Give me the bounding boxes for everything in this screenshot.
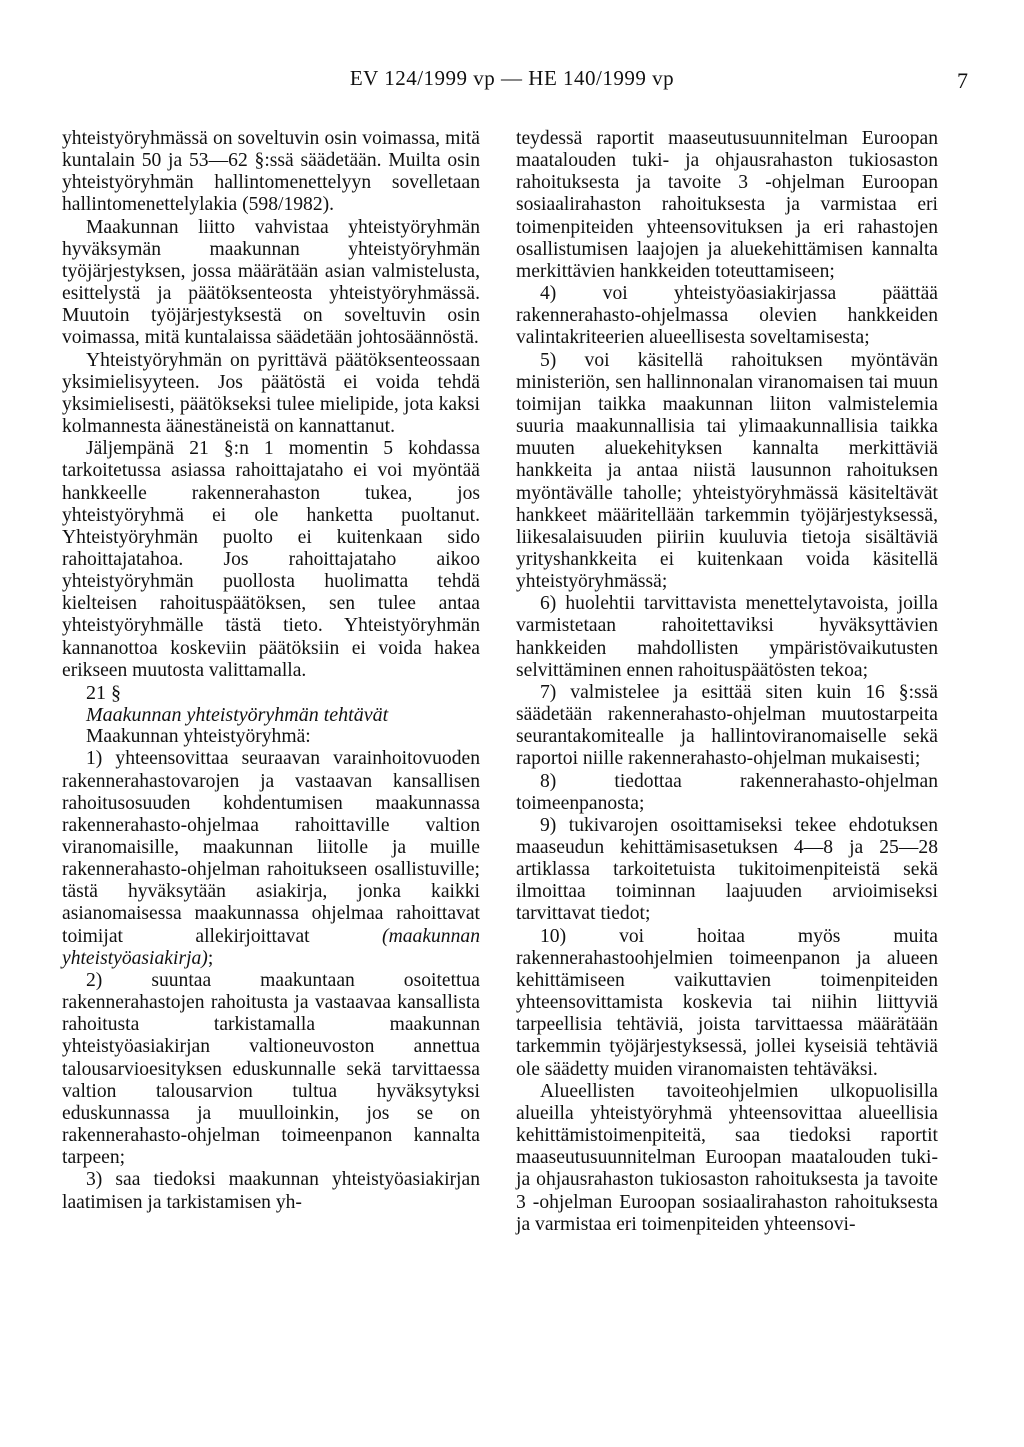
list-item-4: 4) voi yhteistyöasiakirjassa päättää rakennerahasto-ohjelmassa olevien hankkeiden valintakriteerien alueellisesta soveltamisesta; [516, 283, 938, 349]
paragraph-funding-approval: Jäljempänä 21 §:n 1 momentin 5 kohdassa tarkoitetussa asiassa rahoittajataho ei voi myöntää hankkeelle rakennerahaston tukea, jos yhteistyöryhmä ei ole hanketta puoltanut. Yhteistyöryhmän puolto ei kuitenkaan sido rahoittajatahoa. Jos rahoittajataho aikoo yhteistyöryhmän puollosta huolimatta tehdä kielteisen rahoituspäätöksen, sen tulee antaa yhteistyöryhmälle tästä tieto. Yhteistyöryhmän kannanottoa koskeviin päätöksiin ei voida hakea erikseen muutosta valittamalla. [62, 438, 480, 681]
section-title: Maakunnan yhteistyöryhmän tehtävät [86, 704, 389, 727]
list-item-9: 9) tukivarojen osoittamiseksi tekee ehdotuksen maaseudun kehittämisasetuksen 4—8 ja 25—28 artiklassa tarkoitetuista tukitoimenpiteistä sekä ilmoittaa toiminnan laajuuden arvioimiseksi tarvittavat tiedot; [516, 814, 938, 925]
right-column [516, 128, 938, 1236]
list-item-3-continued: teydessä raportit maaseutusuunnitelman Euroopan maatalouden tuki- ja ohjausrahaston tukiosaston rahoituksesta ja tavoite 3 -ohjelman Euroopan sosiaalirahaston rahoituksesta ja varmistaa eri toimenpiteiden yhteensovituksen ja eri rahastojen osallistumisen laajojen ja aluekehittämisen kannalta merkittävien hankkeiden toteuttamiseen; [516, 128, 938, 282]
list-item-1-term: (maakunnan yhteistyöasiakirja) [62, 925, 480, 969]
list-item-1-end: ; [207, 947, 214, 969]
paragraph-decision-making: Yhteistyöryhmän on pyrittävä päätöksenteossaan yksimielisyyteen. Jos päätöstä ei voida tehdä yksimielisesti, päätökseksi tulee mielipide, jota kaksi kolmannesta äänestäneistä on kannattanut. [62, 349, 480, 438]
list-item-1 [62, 748, 480, 970]
list-item-2: 2) suuntaa maakuntaan osoitettua rakennerahastojen rahoitusta ja vastaavaa kansallista rahoitusta tarkistamalla maakunnan yhteistyöasiakirjan valtioneuvoston annettua talousarvioesityksen eduskunnalle sekä tarvittaessa valtion talousarvion tultua hyväksytyksi eduskunnassa ja muulloinkin, jos se on rakennerahasto-ohjelman toimeenpanon kannalta tarpeen; [62, 969, 480, 1169]
list-item-5: 5) voi käsitellä rahoituksen myöntävän ministeriön, sen hallinnonalan viranomaisen tai muun toimijan taikka maakunnan liiton valmistelemia suuria maakunnallisia tai ylimaakunnallisia taikka muuten aluekehityksen kannalta merkittäviä hankkeita ja antaa niistä lausunnon rahoituksen myöntävälle taholle; yhteistyöryhmässä käsiteltävät hankkeet määritellään tarkemmin työjärjestyksessä, liikesalaisuuden piiriin kuuluvia tietoja sisältäviä yrityshankkeita ei kuitenkaan voida käsitellä yhteistyöryhmässä; [516, 349, 938, 593]
running-title: EV 124/1999 vp — HE 140/1999 vp [349, 66, 675, 90]
list-item-10: 10) voi hoitaa myös muita rakennerahastoohjelmien toimeenpanon ja alueen kehittämiseen vaikuttavien toimenpiteiden yhteensovittamista koskevia tai niihin liittyviä tarpeellisia tehtäviä, joista tarvittaessa määrätään tarkemmin työjärjestyksessä, jollei kyseisiä tehtäviä ole säädetty muiden viranomaisten tehtäväksi. [516, 925, 938, 1080]
section-number: 21 § [86, 681, 121, 704]
page-number: 7 [957, 68, 968, 93]
list-item-1-text: 1) yhteensovittaa seuraavan varainhoitovuoden rakennerahastovarojen ja vastaavan kansallisen rahoitusosuuden kohdentumisen maakunnassa rakennerahasto-ohjelmaa rahoittaville valtion viranomaisille, maakunnan liitolle ja muille rakennerahasto-ohjelman rahoitukseen osallistuville; tästä hyväksytään asiakirja, jonka kaikki asianomaisessa maakunnassa ohjelmaa rahoittavat toimijat allekirjoittavat [62, 748, 480, 947]
list-item-6: 6) huolehtii tarvittavista menettelytavoista, joilla varmistetaan rahoitettaviksi hyväksyttävien hankkeiden mahdollisten ympäristövaikutusten selvittäminen ennen rahoituspäätösten tekoa; [516, 593, 938, 681]
paragraph-outside-regions: Alueellisten tavoiteohjelmien ulkopuolisilla alueilla yhteistyöryhmä yhteensovittaa alueellisia kehittämistoimenpiteitä, saa tiedoksi raportit maaseutusuunnitelman Euroopan maatalouden tuki- ja ohjausrahaston tukiosaston rahoituksesta ja tavoite 3 -ohjelman Euroopan sosiaalirahaston rahoituksesta ja varmistaa eri toimenpiteiden yhteensovi- [516, 1080, 938, 1235]
list-item-8: 8) tiedottaa rakennerahasto-ohjelman toimeenpanosta; [516, 770, 938, 814]
list-item-7: 7) valmistelee ja esittää siten kuin 16 §:ssä säädetään rakennerahasto-ohjelman muutostarpeita seurantakomitealle ja hallintoviranomaiselle sekä raportoi niille rakennerahasto-ohjelman mukaisesti; [516, 681, 938, 770]
left-column [62, 128, 480, 1214]
page-header [0, 60, 1024, 100]
paragraph-rules-of-procedure: Maakunnan liitto vahvistaa yhteistyöryhmän hyväksymän maakunnan yhteistyöryhmän työjärjestyksen, jossa määrätään asian valmistelusta, esittelystä ja päätöksenteosta yhteistyöryhmässä. Muutoin työjärjestyksestä on soveltuvin osin voimassa, mitä kuntalaissa säädetään johtosäännöstä. [62, 216, 480, 349]
paragraph-continued: yhteistyöryhmässä on soveltuvin osin voimassa, mitä kuntalain 50 ja 53—62 §:ssä säädetään. Muilta osin yhteistyöryhmän hallintomenettelyyn sovelletaan hallintomenettelylakia (598/1982). [62, 128, 480, 216]
list-item-3: 3) saa tiedoksi maakunnan yhteistyöasiakirjan laatimisen ja tarkistamisen yh- [62, 1169, 480, 1213]
list-intro: Maakunnan yhteistyöryhmä: [86, 726, 311, 748]
